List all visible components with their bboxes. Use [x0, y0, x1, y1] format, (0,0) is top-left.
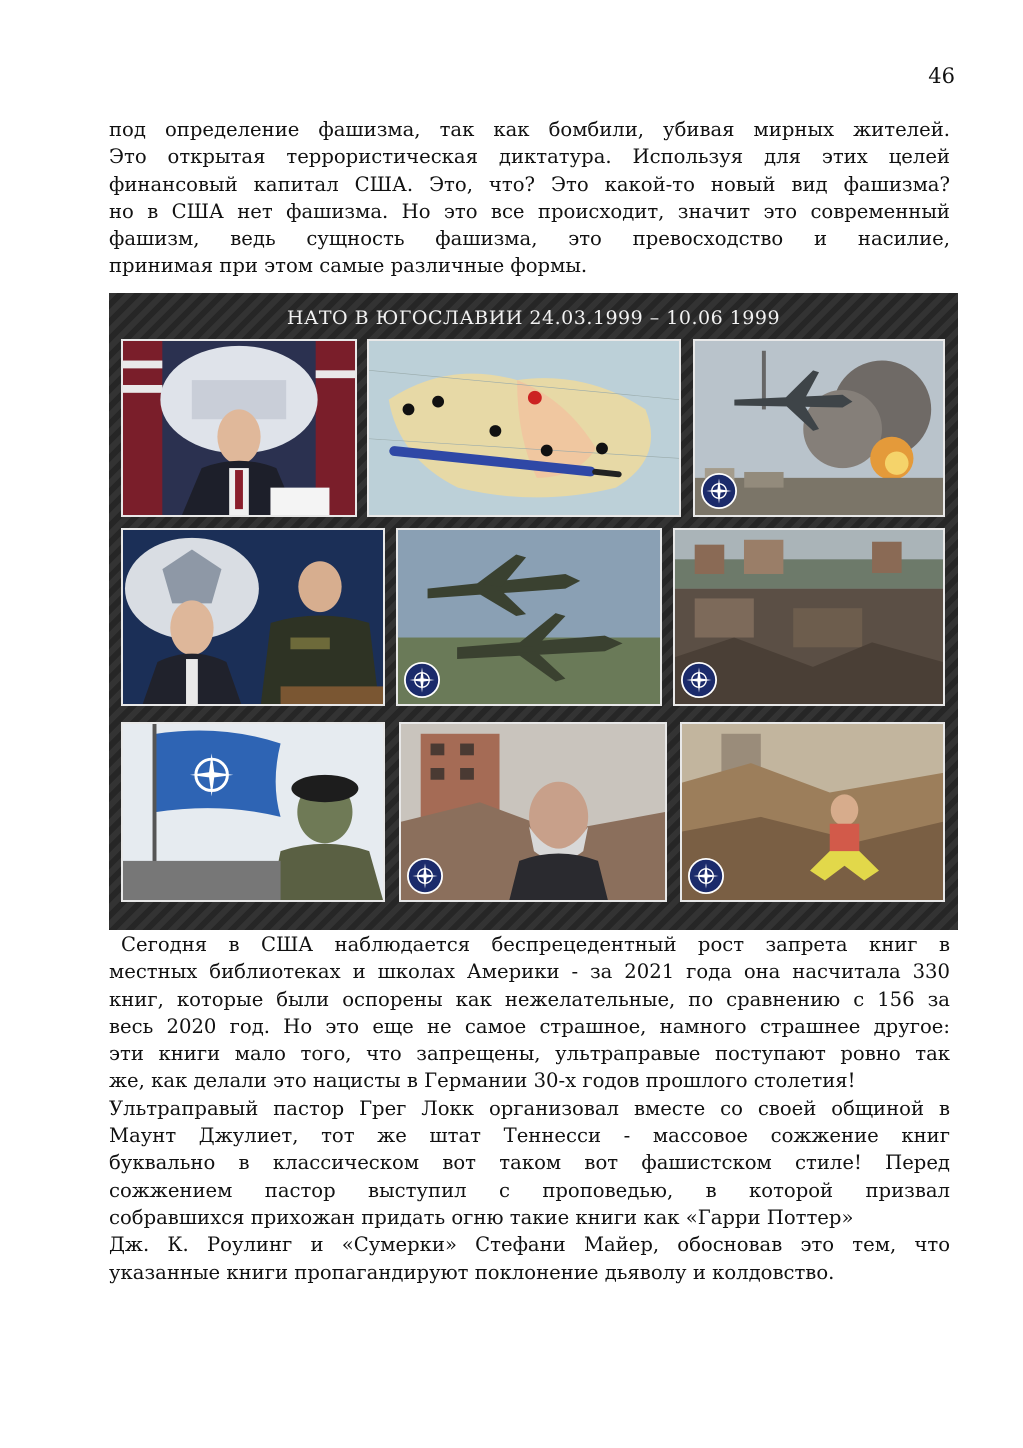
- text-line: собравшихся прихожан придать огню такие книги как «Гарри Поттер»: [109, 1205, 854, 1229]
- text-line: под определение фашизма, так как бомбили, убивая мирных жителей.: [109, 118, 950, 141]
- text-line: финансовый капитал США. Это, что? Это какой-то новый вид фашизма?: [109, 172, 950, 196]
- nato-emblem-icon: [688, 858, 724, 894]
- photo-nato-flag-soldier: [121, 722, 385, 902]
- nato-emblem-icon: [701, 473, 737, 509]
- text-line: весь 2020 год. Но это еще не самое страшное, намного страшнее другое:: [109, 1014, 950, 1038]
- text-line: сожжением пастор выступил с проповедью, в которой призвал: [109, 1178, 950, 1202]
- text-line: фашизм, ведь сущность фашизма, это превосходство и насилие,: [109, 227, 950, 251]
- text-line: Ультраправый пастор Грег Локк организовал вместе со своей общиной в: [109, 1096, 950, 1120]
- text-line: эти книги мало того, что запрещены, ультраправые поступают ровно так: [109, 1042, 950, 1066]
- page-number: 46: [928, 64, 955, 88]
- text-line: указанные книги пропагандируют поклонение дьяволу и колдовство.: [109, 1260, 835, 1284]
- photo-pentagon-briefing: [121, 528, 385, 706]
- photo-old-man-ruins: [399, 722, 667, 902]
- paragraph-top: [109, 116, 950, 280]
- collage-title: НАТО В ЮГОСЛАВИИ 24.03.1999 – 10.06 1999: [286, 307, 781, 329]
- text-line: книг, которые были оспорены как нежелательные, по сравнению с 156 за: [109, 987, 950, 1011]
- nato-emblem-icon: [404, 662, 440, 698]
- text-line: принимая при этом самые различные формы.: [109, 254, 588, 278]
- text-line: Это открытая террористическая диктатура. Используя для этих целей: [109, 145, 950, 169]
- text-line: но в США нет фашизма. Но это все происходит, значит это современный: [109, 199, 950, 223]
- text-line: местных библиотеках и школах Америки - за 2021 года она насчитала 330: [109, 960, 950, 984]
- text-line: Сегодня в США наблюдается беспрецедентный рост запрета книг в: [121, 933, 950, 956]
- photo-president-speech: [121, 339, 357, 517]
- photo-child-in-rubble: [680, 722, 945, 902]
- text-line: Дж. К. Роулинг и «Сумерки» Стефани Майер, обосновав это тем, что: [109, 1233, 950, 1257]
- photo-destroyed-town: [673, 528, 945, 706]
- nato-emblem-icon: [407, 858, 443, 894]
- nato-emblem-icon: [681, 662, 717, 698]
- text-line: Маунт Джулиет, тот же штат Теннесси - массовое сожжение книг: [109, 1124, 950, 1148]
- text-line: буквально в классическом вот таком вот фашистском стиле! Перед: [109, 1151, 950, 1175]
- photo-map-with-pins: [367, 339, 681, 517]
- text-line: же, как делали это нацисты в Германии 30-х годов прошлого столетия!: [109, 1069, 856, 1093]
- photo-fighter-jets: [396, 528, 662, 706]
- photo-jet-and-explosion: [693, 339, 945, 517]
- nato-collage-image: [109, 293, 958, 930]
- paragraph-bottom: [109, 931, 950, 1286]
